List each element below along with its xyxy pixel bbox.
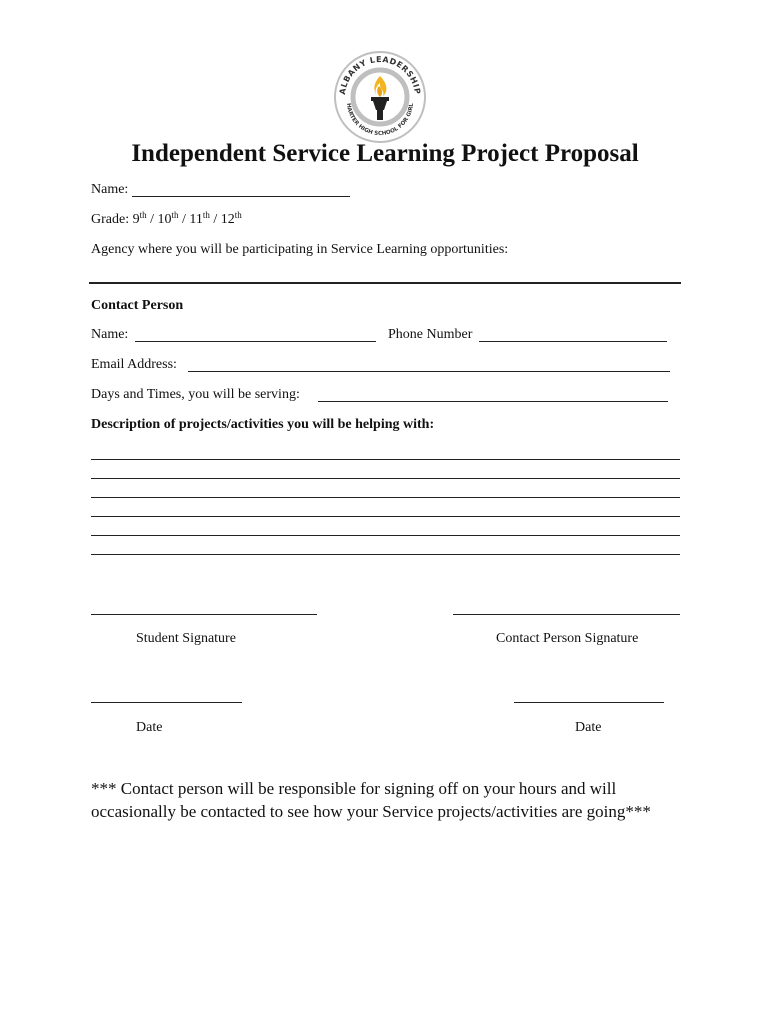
contact-name-label: Name: xyxy=(91,327,129,342)
student-date-line[interactable] xyxy=(91,702,242,703)
grade-option-12[interactable]: 12th xyxy=(220,210,242,227)
days-times-field-line[interactable] xyxy=(318,401,668,402)
student-date-label: Date xyxy=(136,720,163,735)
description-label: Description of projects/activities you will be helping with: xyxy=(91,417,435,432)
contact-name-field-line[interactable] xyxy=(135,341,376,342)
footer-note-line-2: occasionally be contacted to see how your Service projects/activities are going*** xyxy=(91,802,651,821)
description-line[interactable] xyxy=(91,478,680,479)
school-logo xyxy=(333,50,427,144)
contact-date-label: Date xyxy=(575,720,602,735)
description-line[interactable] xyxy=(91,535,680,536)
phone-number-field-line[interactable] xyxy=(479,341,667,342)
contact-signature-line[interactable] xyxy=(453,614,680,615)
grade-label: Grade: xyxy=(91,212,133,227)
grade-option-9[interactable]: 9th xyxy=(132,210,147,227)
description-line[interactable] xyxy=(91,459,680,460)
description-line[interactable] xyxy=(91,497,680,498)
logo-bottom-text: HARTER HIGH SCHOOL FOR GIRL xyxy=(344,102,416,138)
agency-field-line[interactable] xyxy=(89,282,681,284)
name-label: Name: xyxy=(91,182,129,197)
agency-label: Agency where you will be participating in Service Learning opportunities: xyxy=(91,242,509,257)
student-signature-line[interactable] xyxy=(91,614,317,615)
footer-note-line-1: *** Contact person will be responsible for signing off on your hours and will xyxy=(91,779,617,798)
phone-number-label: Phone Number xyxy=(388,327,473,342)
description-line[interactable] xyxy=(91,516,680,517)
contact-date-line[interactable] xyxy=(514,702,664,703)
student-signature-label: Student Signature xyxy=(136,631,236,646)
grade-option-10[interactable]: 10th xyxy=(157,210,179,227)
days-times-label: Days and Times, you will be serving: xyxy=(91,387,300,402)
form-title: Independent Service Learning Project Proposal xyxy=(131,140,639,167)
contact-signature-label: Contact Person Signature xyxy=(496,631,639,646)
school-logo-graphic xyxy=(333,50,427,144)
grade-row: Grade: 9th / 10th / 11th / 12th xyxy=(91,210,242,227)
grade-option-11[interactable]: 11th xyxy=(189,210,210,227)
description-line[interactable] xyxy=(91,554,680,555)
email-label: Email Address: xyxy=(91,357,177,372)
contact-person-heading: Contact Person xyxy=(91,298,184,313)
logo-top-text: ALBANY LEADERSHIP xyxy=(337,54,423,96)
name-field-line[interactable] xyxy=(132,196,350,197)
email-field-line[interactable] xyxy=(188,371,670,372)
